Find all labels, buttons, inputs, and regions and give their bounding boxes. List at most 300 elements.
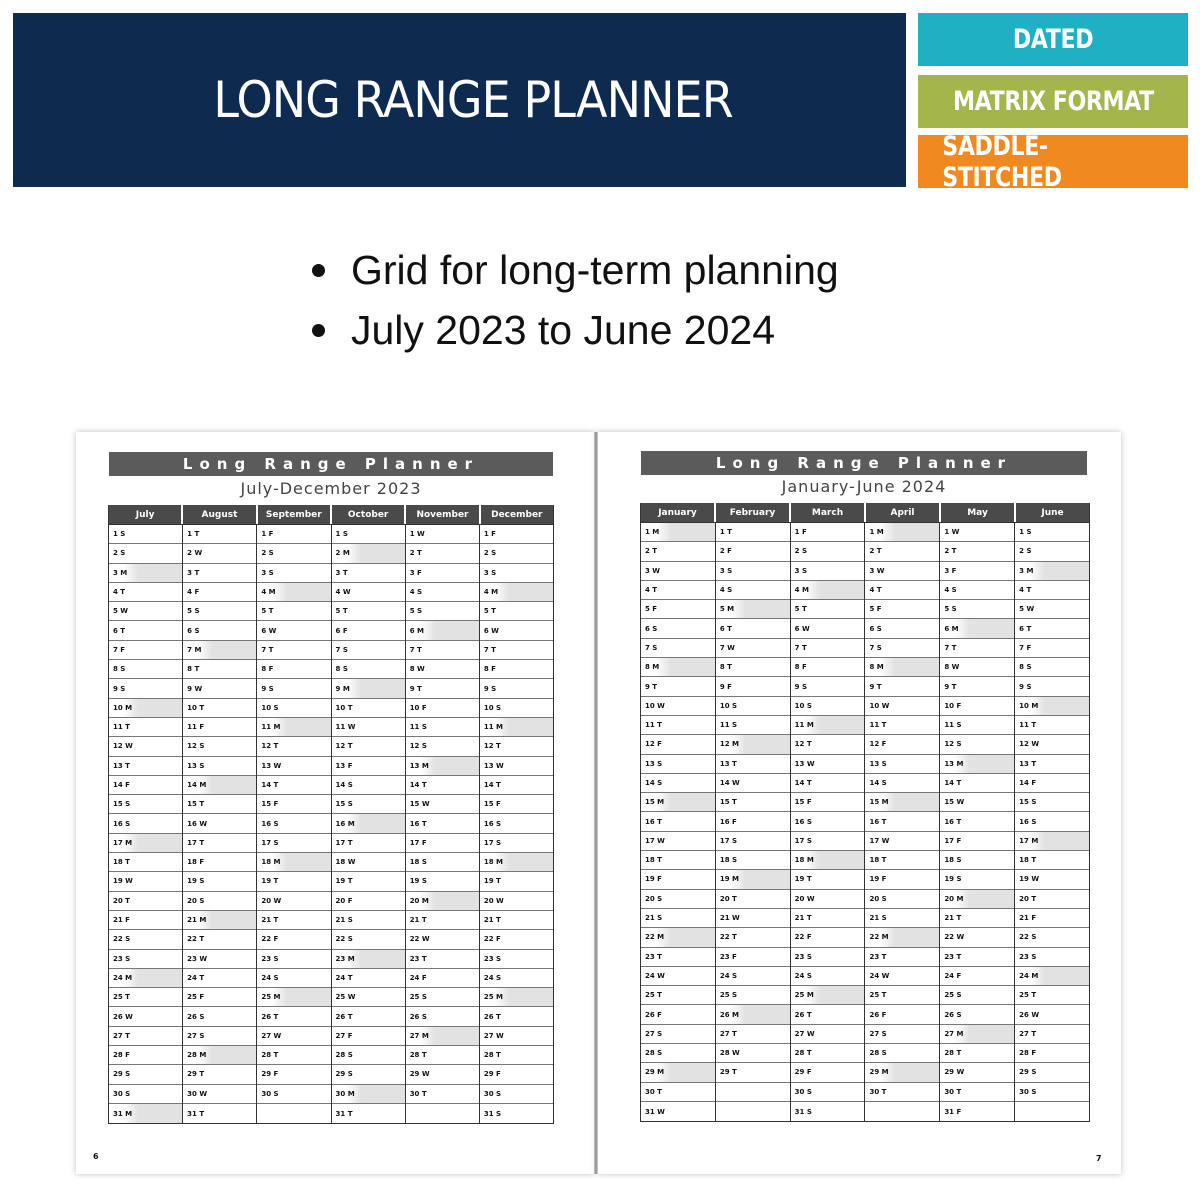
day-cell[interactable]: 1 T <box>716 523 790 542</box>
day-cell[interactable]: 24 M <box>109 969 182 988</box>
day-cell[interactable]: 15 M <box>641 793 715 812</box>
day-cell[interactable]: 26 W <box>109 1007 182 1026</box>
day-cell[interactable]: 23 S <box>109 950 182 969</box>
day-cell[interactable]: 23 T <box>641 948 715 967</box>
day-cell[interactable]: 24 S <box>257 969 330 988</box>
day-cell[interactable]: 14 S <box>865 774 939 793</box>
day-cell[interactable]: 2 M <box>332 544 405 563</box>
day-cell[interactable]: 9 F <box>716 677 790 696</box>
day-cell[interactable]: 19 W <box>109 872 182 891</box>
day-cell[interactable]: 10 F <box>940 697 1014 716</box>
day-cell[interactable]: 18 T <box>641 851 715 870</box>
day-cell[interactable]: 11 M <box>257 718 330 737</box>
day-cell[interactable]: 18 M <box>791 851 865 870</box>
day-cell[interactable]: 27 W <box>791 1025 865 1044</box>
day-cell[interactable]: 15 S <box>109 795 182 814</box>
day-cell[interactable]: 7 T <box>257 641 330 660</box>
day-cell[interactable]: 23 S <box>480 950 553 969</box>
day-cell[interactable]: 2 S <box>257 544 330 563</box>
day-cell[interactable]: 24 W <box>865 967 939 986</box>
day-cell[interactable]: 13 S <box>183 757 256 776</box>
day-cell[interactable]: 29 M <box>641 1063 715 1082</box>
day-cell[interactable]: 14 F <box>1015 774 1089 793</box>
day-cell[interactable]: 15 S <box>1015 793 1089 812</box>
day-cell[interactable]: 24 T <box>183 969 256 988</box>
day-cell[interactable]: 4 S <box>406 583 479 602</box>
day-cell[interactable]: 22 S <box>332 930 405 949</box>
day-cell[interactable]: 14 T <box>406 776 479 795</box>
day-cell[interactable]: 1 S <box>109 525 182 544</box>
day-cell[interactable]: 29 F <box>791 1063 865 1082</box>
day-cell[interactable]: 28 W <box>716 1044 790 1063</box>
day-cell[interactable]: 28 F <box>1015 1044 1089 1063</box>
day-cell[interactable]: 24 F <box>940 967 1014 986</box>
day-cell[interactable]: 8 T <box>183 660 256 679</box>
day-cell[interactable]: 21 T <box>480 911 553 930</box>
day-cell[interactable]: 16 T <box>865 812 939 831</box>
day-cell[interactable]: 20 W <box>791 890 865 909</box>
day-cell[interactable]: 10 S <box>257 699 330 718</box>
day-cell[interactable]: 26 S <box>183 1007 256 1026</box>
day-cell[interactable]: 12 F <box>865 735 939 754</box>
day-cell[interactable]: 26 T <box>480 1007 553 1026</box>
empty-day-cell[interactable] <box>406 1104 479 1123</box>
day-cell[interactable]: 17 W <box>641 832 715 851</box>
day-cell[interactable]: 29 F <box>480 1065 553 1084</box>
day-cell[interactable]: 21 T <box>406 911 479 930</box>
day-cell[interactable]: 31 W <box>645 1107 665 1116</box>
day-cell[interactable]: 25 M <box>791 986 865 1005</box>
day-cell[interactable]: 8 S <box>109 660 182 679</box>
day-cell[interactable]: 8 F <box>480 660 553 679</box>
day-cell[interactable]: 19 T <box>257 872 330 891</box>
day-cell[interactable]: 18 W <box>332 853 405 872</box>
day-cell[interactable]: 1 M <box>641 523 715 542</box>
day-cell[interactable]: 4 M <box>791 581 865 600</box>
day-cell[interactable]: 3 T <box>332 564 405 583</box>
day-cell[interactable]: 31 F <box>944 1107 962 1116</box>
empty-day-cell[interactable] <box>257 1104 330 1123</box>
day-cell[interactable]: 7 W <box>716 639 790 658</box>
day-cell[interactable]: 21 S <box>332 911 405 930</box>
day-cell[interactable]: 6 S <box>641 619 715 638</box>
day-cell[interactable]: 26 F <box>641 1005 715 1024</box>
day-cell[interactable]: 12 F <box>641 735 715 754</box>
day-cell[interactable]: 17 S <box>480 834 553 853</box>
day-cell[interactable]: 19 S <box>406 872 479 891</box>
day-cell[interactable]: 6 M <box>406 621 479 640</box>
day-cell[interactable]: 7 M <box>183 641 256 660</box>
day-cell[interactable]: 14 T <box>480 776 553 795</box>
empty-day-cell[interactable] <box>1015 1102 1089 1121</box>
day-cell[interactable]: 30 S <box>257 1085 330 1104</box>
day-cell[interactable]: 17 S <box>257 834 330 853</box>
day-cell[interactable]: 17 T <box>183 834 256 853</box>
day-cell[interactable]: 7 F <box>109 641 182 660</box>
day-cell[interactable]: 16 W <box>183 814 256 833</box>
day-cell[interactable]: 16 S <box>109 814 182 833</box>
day-cell[interactable]: 26 S <box>940 1005 1014 1024</box>
day-cell[interactable]: 22 M <box>641 928 715 947</box>
day-cell[interactable]: 4 T <box>865 581 939 600</box>
day-cell[interactable]: 24 M <box>1015 967 1089 986</box>
day-cell[interactable]: 4 W <box>332 583 405 602</box>
day-cell[interactable]: 24 S <box>791 967 865 986</box>
day-cell[interactable]: 25 T <box>109 988 182 1007</box>
day-cell[interactable]: 2 S <box>791 542 865 561</box>
day-cell[interactable]: 15 T <box>716 793 790 812</box>
day-cell[interactable]: 18 F <box>183 853 256 872</box>
day-cell[interactable]: 19 T <box>332 872 405 891</box>
day-cell[interactable]: 24 S <box>480 969 553 988</box>
day-cell[interactable]: 11 T <box>865 716 939 735</box>
day-cell[interactable]: 8 W <box>406 660 479 679</box>
day-cell[interactable]: 11 W <box>332 718 405 737</box>
day-cell[interactable]: 13 F <box>332 757 405 776</box>
day-cell[interactable]: 21 T <box>940 909 1014 928</box>
day-cell[interactable]: 30 S <box>480 1085 553 1104</box>
day-cell[interactable]: 10 W <box>641 697 715 716</box>
day-cell[interactable]: 6 W <box>480 621 553 640</box>
day-cell[interactable]: 8 W <box>940 658 1014 677</box>
day-cell[interactable]: 1 W <box>406 525 479 544</box>
day-cell[interactable]: 3 F <box>940 562 1014 581</box>
day-cell[interactable]: 13 W <box>257 757 330 776</box>
empty-day-cell[interactable] <box>716 1083 790 1102</box>
day-cell[interactable]: 5 T <box>791 600 865 619</box>
day-cell[interactable]: 8 S <box>332 660 405 679</box>
day-cell[interactable]: 27 S <box>641 1025 715 1044</box>
day-cell[interactable]: 28 T <box>406 1046 479 1065</box>
day-cell[interactable]: 18 S <box>716 851 790 870</box>
day-cell[interactable]: 25 T <box>865 986 939 1005</box>
day-cell[interactable]: 11 M <box>480 718 553 737</box>
day-cell[interactable]: 12 T <box>480 737 553 756</box>
day-cell[interactable]: 19 S <box>183 872 256 891</box>
day-cell[interactable]: 15 S <box>332 795 405 814</box>
day-cell[interactable]: 6 T <box>109 621 182 640</box>
day-cell[interactable]: 4 T <box>1015 581 1089 600</box>
day-cell[interactable]: 12 W <box>1015 735 1089 754</box>
day-cell[interactable]: 29 W <box>940 1063 1014 1082</box>
day-cell[interactable]: 4 M <box>257 583 330 602</box>
day-cell[interactable]: 29 S <box>109 1065 182 1084</box>
day-cell[interactable]: 23 T <box>940 948 1014 967</box>
day-cell[interactable]: 19 M <box>716 870 790 889</box>
day-cell[interactable]: 12 W <box>109 737 182 756</box>
day-cell[interactable]: 8 M <box>865 658 939 677</box>
day-cell[interactable]: 14 F <box>109 776 182 795</box>
day-cell[interactable]: 14 W <box>716 774 790 793</box>
day-cell[interactable]: 20 T <box>716 890 790 909</box>
day-cell[interactable]: 9 S <box>109 679 182 698</box>
day-cell[interactable]: 21 S <box>641 909 715 928</box>
day-cell[interactable]: 30 T <box>406 1085 479 1104</box>
day-cell[interactable]: 20 W <box>480 892 553 911</box>
day-cell[interactable]: 2 T <box>406 544 479 563</box>
day-cell[interactable]: 7 T <box>940 639 1014 658</box>
day-cell[interactable]: 24 W <box>641 967 715 986</box>
day-cell[interactable]: 20 W <box>257 892 330 911</box>
day-cell[interactable]: 10 M <box>109 699 182 718</box>
day-cell[interactable]: 21 M <box>183 911 256 930</box>
day-cell[interactable]: 19 T <box>791 870 865 889</box>
day-cell[interactable]: 3 S <box>480 564 553 583</box>
day-cell[interactable]: 4 T <box>109 583 182 602</box>
day-cell[interactable]: 2 S <box>480 544 553 563</box>
empty-day-cell[interactable] <box>716 1102 790 1121</box>
day-cell[interactable]: 3 S <box>257 564 330 583</box>
day-cell[interactable]: 3 S <box>716 562 790 581</box>
day-cell[interactable]: 5 W <box>109 602 182 621</box>
day-cell[interactable]: 1 F <box>480 525 553 544</box>
day-cell[interactable]: 13 W <box>791 755 865 774</box>
day-cell[interactable]: 11 S <box>406 718 479 737</box>
day-cell[interactable]: 12 S <box>183 737 256 756</box>
day-cell[interactable]: 21 S <box>865 909 939 928</box>
day-cell[interactable]: 25 T <box>1015 986 1089 1005</box>
day-cell[interactable]: 27 T <box>1015 1025 1089 1044</box>
day-cell[interactable]: 30 S <box>109 1085 182 1104</box>
day-cell[interactable]: 19 W <box>1015 870 1089 889</box>
day-cell[interactable]: 28 M <box>183 1046 256 1065</box>
day-cell[interactable]: 15 F <box>791 793 865 812</box>
day-cell[interactable]: 13 T <box>109 757 182 776</box>
day-cell[interactable]: 4 S <box>940 581 1014 600</box>
day-cell[interactable]: 16 M <box>332 814 405 833</box>
day-cell[interactable]: 23 T <box>406 950 479 969</box>
day-cell[interactable]: 9 T <box>940 677 1014 696</box>
day-cell[interactable]: 5 M <box>716 600 790 619</box>
day-cell[interactable]: 9 S <box>480 679 553 698</box>
day-cell[interactable]: 19 S <box>940 870 1014 889</box>
day-cell[interactable]: 27 S <box>183 1027 256 1046</box>
day-cell[interactable]: 28 F <box>109 1046 182 1065</box>
day-cell[interactable]: 27 M <box>406 1027 479 1046</box>
day-cell[interactable]: 17 F <box>940 832 1014 851</box>
day-cell[interactable]: 7 T <box>791 639 865 658</box>
day-cell[interactable]: 31 T <box>187 1109 205 1118</box>
day-cell[interactable]: 27 T <box>109 1027 182 1046</box>
day-cell[interactable]: 21 F <box>1015 909 1089 928</box>
day-cell[interactable]: 7 S <box>865 639 939 658</box>
day-cell[interactable]: 16 F <box>716 812 790 831</box>
day-cell[interactable]: 3 M <box>109 564 182 583</box>
day-cell[interactable]: 15 F <box>257 795 330 814</box>
day-cell[interactable]: 23 S <box>1015 948 1089 967</box>
day-cell[interactable]: 22 M <box>865 928 939 947</box>
day-cell[interactable]: 26 T <box>257 1007 330 1026</box>
day-cell[interactable]: 29 T <box>716 1063 790 1082</box>
day-cell[interactable]: 23 F <box>716 948 790 967</box>
day-cell[interactable]: 17 S <box>716 832 790 851</box>
day-cell[interactable]: 16 S <box>791 812 865 831</box>
day-cell[interactable]: 1 T <box>183 525 256 544</box>
day-cell[interactable]: 23 S <box>257 950 330 969</box>
day-cell[interactable]: 21 T <box>791 909 865 928</box>
day-cell[interactable]: 8 S <box>1015 658 1089 677</box>
day-cell[interactable]: 10 W <box>865 697 939 716</box>
day-cell[interactable]: 15 M <box>865 793 939 812</box>
day-cell[interactable]: 1 F <box>791 523 865 542</box>
day-cell[interactable]: 18 M <box>257 853 330 872</box>
day-cell[interactable]: 2 T <box>865 542 939 561</box>
day-cell[interactable]: 20 T <box>1015 890 1089 909</box>
day-cell[interactable]: 18 T <box>109 853 182 872</box>
day-cell[interactable]: 16 T <box>406 814 479 833</box>
day-cell[interactable]: 23 W <box>183 950 256 969</box>
day-cell[interactable]: 1 M <box>865 523 939 542</box>
day-cell[interactable]: 7 S <box>332 641 405 660</box>
day-cell[interactable]: 26 S <box>406 1007 479 1026</box>
day-cell[interactable]: 28 T <box>480 1046 553 1065</box>
day-cell[interactable]: 16 S <box>257 814 330 833</box>
day-cell[interactable]: 16 T <box>940 812 1014 831</box>
day-cell[interactable]: 20 T <box>109 892 182 911</box>
day-cell[interactable]: 6 M <box>940 619 1014 638</box>
day-cell[interactable]: 12 T <box>791 735 865 754</box>
day-cell[interactable]: 7 T <box>406 641 479 660</box>
day-cell[interactable]: 28 S <box>865 1044 939 1063</box>
day-cell[interactable]: 2 S <box>1015 542 1089 561</box>
day-cell[interactable]: 20 S <box>865 890 939 909</box>
day-cell[interactable]: 21 T <box>257 911 330 930</box>
day-cell[interactable]: 29 T <box>183 1065 256 1084</box>
day-cell[interactable]: 26 T <box>332 1007 405 1026</box>
day-cell[interactable]: 6 F <box>332 621 405 640</box>
day-cell[interactable]: 28 S <box>641 1044 715 1063</box>
day-cell[interactable]: 18 S <box>406 853 479 872</box>
day-cell[interactable]: 22 S <box>1015 928 1089 947</box>
day-cell[interactable]: 2 W <box>183 544 256 563</box>
day-cell[interactable]: 4 T <box>641 581 715 600</box>
day-cell[interactable]: 12 S <box>406 737 479 756</box>
day-cell[interactable]: 27 W <box>257 1027 330 1046</box>
day-cell[interactable]: 17 F <box>406 834 479 853</box>
day-cell[interactable]: 22 S <box>109 930 182 949</box>
day-cell[interactable]: 29 M <box>865 1063 939 1082</box>
day-cell[interactable]: 6 S <box>183 621 256 640</box>
day-cell[interactable]: 14 T <box>257 776 330 795</box>
day-cell[interactable]: 24 F <box>406 969 479 988</box>
day-cell[interactable]: 17 W <box>865 832 939 851</box>
day-cell[interactable]: 31 S <box>483 1109 502 1118</box>
day-cell[interactable]: 20 F <box>332 892 405 911</box>
day-cell[interactable]: 13 W <box>480 757 553 776</box>
day-cell[interactable]: 29 F <box>257 1065 330 1084</box>
day-cell[interactable]: 9 T <box>406 679 479 698</box>
day-cell[interactable]: 1 S <box>332 525 405 544</box>
day-cell[interactable]: 3 M <box>1015 562 1089 581</box>
day-cell[interactable]: 9 T <box>865 677 939 696</box>
day-cell[interactable]: 20 M <box>940 890 1014 909</box>
day-cell[interactable]: 13 T <box>1015 755 1089 774</box>
day-cell[interactable]: 24 S <box>716 967 790 986</box>
day-cell[interactable]: 11 S <box>716 716 790 735</box>
day-cell[interactable]: 8 F <box>791 658 865 677</box>
day-cell[interactable]: 25 F <box>183 988 256 1007</box>
day-cell[interactable]: 27 W <box>480 1027 553 1046</box>
day-cell[interactable]: 3 T <box>183 564 256 583</box>
day-cell[interactable]: 11 M <box>791 716 865 735</box>
day-cell[interactable]: 15 F <box>480 795 553 814</box>
day-cell[interactable]: 3 S <box>791 562 865 581</box>
day-cell[interactable]: 26 W <box>1015 1005 1089 1024</box>
day-cell[interactable]: 9 M <box>332 679 405 698</box>
day-cell[interactable]: 27 M <box>940 1025 1014 1044</box>
day-cell[interactable]: 30 T <box>641 1083 715 1102</box>
day-cell[interactable]: 10 M <box>1015 697 1089 716</box>
day-cell[interactable]: 9 W <box>183 679 256 698</box>
day-cell[interactable]: 22 F <box>791 928 865 947</box>
day-cell[interactable]: 20 S <box>183 892 256 911</box>
day-cell[interactable]: 3 W <box>641 562 715 581</box>
day-cell[interactable]: 7 F <box>1015 639 1089 658</box>
day-cell[interactable]: 21 W <box>716 909 790 928</box>
day-cell[interactable]: 13 T <box>716 755 790 774</box>
day-cell[interactable]: 11 T <box>109 718 182 737</box>
day-cell[interactable]: 14 S <box>332 776 405 795</box>
day-cell[interactable]: 12 M <box>716 735 790 754</box>
day-cell[interactable]: 13 S <box>641 755 715 774</box>
day-cell[interactable]: 10 S <box>791 697 865 716</box>
day-cell[interactable]: 14 M <box>183 776 256 795</box>
day-cell[interactable]: 30 T <box>940 1083 1014 1102</box>
day-cell[interactable]: 6 S <box>865 619 939 638</box>
day-cell[interactable]: 15 W <box>406 795 479 814</box>
day-cell[interactable]: 4 M <box>480 583 553 602</box>
day-cell[interactable]: 1 F <box>257 525 330 544</box>
day-cell[interactable]: 25 M <box>257 988 330 1007</box>
day-cell[interactable]: 9 S <box>791 677 865 696</box>
day-cell[interactable]: 5 F <box>865 600 939 619</box>
day-cell[interactable]: 5 W <box>1015 600 1089 619</box>
day-cell[interactable]: 25 T <box>641 986 715 1005</box>
day-cell[interactable]: 15 W <box>940 793 1014 812</box>
day-cell[interactable]: 29 S <box>332 1065 405 1084</box>
empty-day-cell[interactable] <box>865 1102 939 1121</box>
day-cell[interactable]: 28 T <box>940 1044 1014 1063</box>
day-cell[interactable]: 9 S <box>1015 677 1089 696</box>
day-cell[interactable]: 18 T <box>865 851 939 870</box>
day-cell[interactable]: 25 M <box>480 988 553 1007</box>
day-cell[interactable]: 4 S <box>716 581 790 600</box>
day-cell[interactable]: 5 F <box>641 600 715 619</box>
day-cell[interactable]: 22 F <box>480 930 553 949</box>
day-cell[interactable]: 18 M <box>480 853 553 872</box>
day-cell[interactable]: 22 T <box>716 928 790 947</box>
day-cell[interactable]: 19 T <box>480 872 553 891</box>
day-cell[interactable]: 28 T <box>257 1046 330 1065</box>
day-cell[interactable]: 11 S <box>940 716 1014 735</box>
day-cell[interactable]: 17 M <box>109 834 182 853</box>
day-cell[interactable]: 12 T <box>332 737 405 756</box>
day-cell[interactable]: 13 S <box>865 755 939 774</box>
day-cell[interactable]: 5 T <box>257 602 330 621</box>
day-cell[interactable]: 30 S <box>791 1083 865 1102</box>
day-cell[interactable]: 2 T <box>641 542 715 561</box>
day-cell[interactable]: 22 W <box>406 930 479 949</box>
day-cell[interactable]: 7 T <box>480 641 553 660</box>
day-cell[interactable]: 2 F <box>716 542 790 561</box>
day-cell[interactable]: 2 S <box>109 544 182 563</box>
day-cell[interactable]: 18 T <box>1015 851 1089 870</box>
day-cell[interactable]: 20 S <box>641 890 715 909</box>
day-cell[interactable]: 9 T <box>641 677 715 696</box>
day-cell[interactable]: 29 W <box>406 1065 479 1084</box>
day-cell[interactable]: 7 S <box>641 639 715 658</box>
day-cell[interactable]: 5 S <box>940 600 1014 619</box>
